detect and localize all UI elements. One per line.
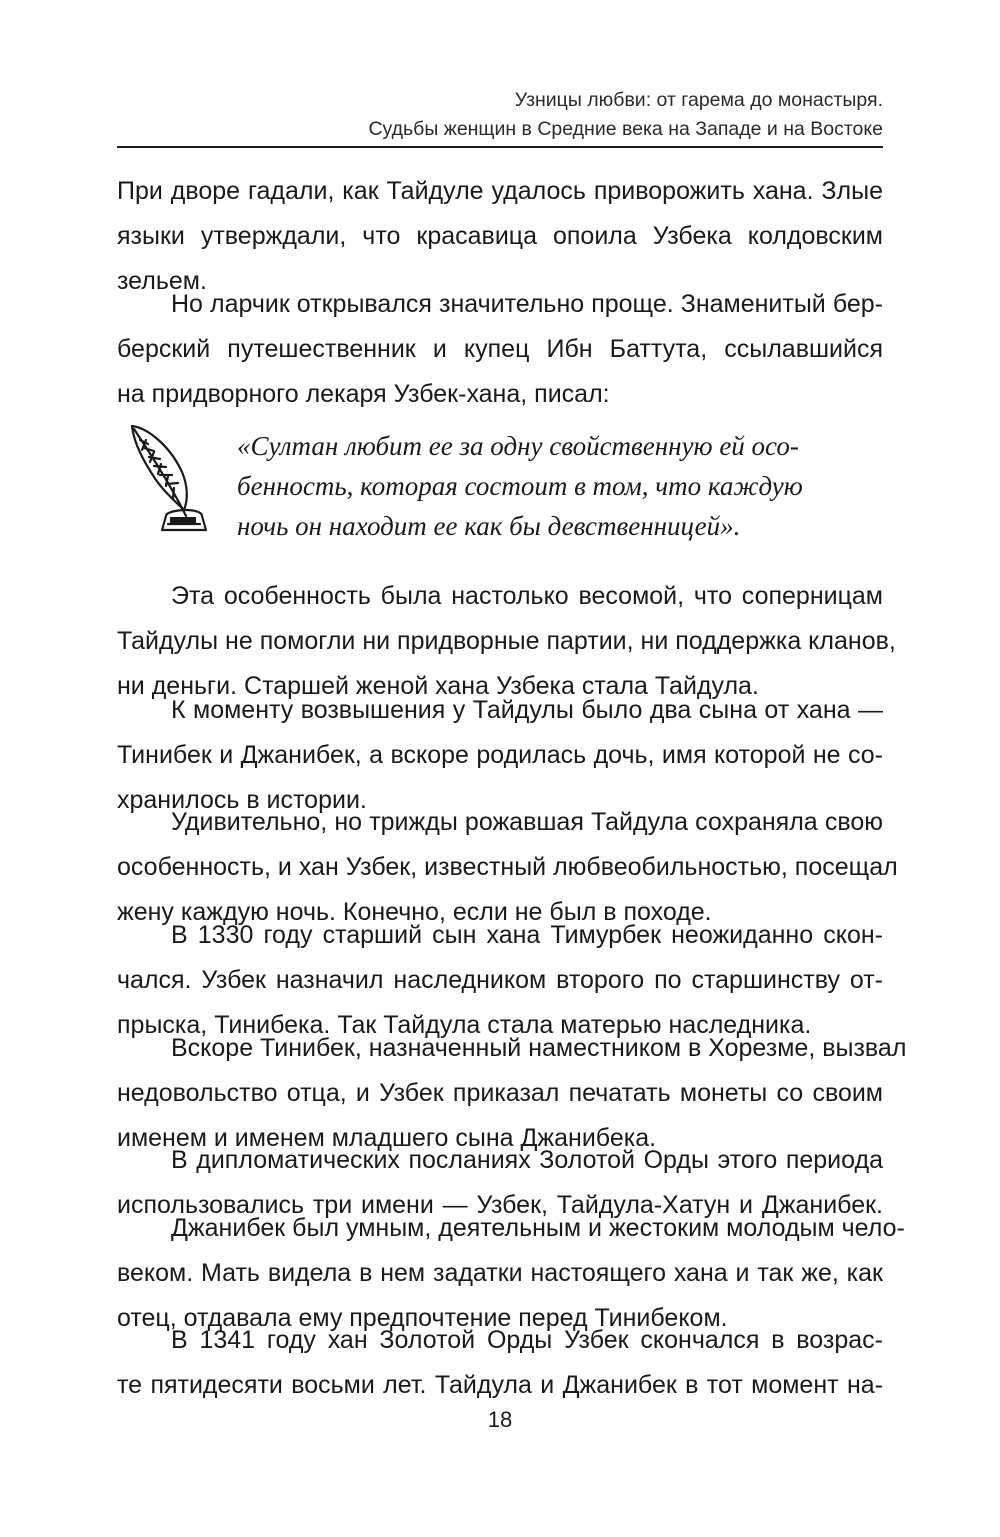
text-line: Тайдулы не помогли ни придворные партии, ни поддержка кланов, (117, 627, 896, 655)
header-divider (117, 146, 883, 148)
quill-inkwell-icon (126, 420, 212, 535)
text-line: недовольство отца, и Узбек приказал печатать монеты со своим (117, 1079, 883, 1107)
running-header-line-1: Узницы любви: от гарема до монастыря. (514, 89, 883, 111)
text-line: особенность, и хан Узбек, известный любвеобильностью, посещал (117, 853, 898, 881)
text-line: Удивительно, но трижды рожавшая Тайдула сохраняла свою (171, 808, 883, 836)
text-line: В 1330 году старший сын хана Тимурбек неожиданно скон- (171, 921, 883, 949)
text-line: зельем. (117, 267, 207, 295)
text-line: отец, отдавала ему предпочтение перед Тинибеком. (117, 1304, 728, 1332)
text-line: языки утверждали, что красавица опоила Узбека колдовским (117, 222, 883, 250)
text-line: хранилось в истории. (117, 786, 367, 814)
text-line: жену каждую ночь. Конечно, если не был в походе. (117, 898, 712, 926)
text-line: При дворе гадали, как Тайдуле удалось приворожить хана. Злые (117, 177, 883, 205)
text-line: К моменту возвышения у Тайдулы было два сына от хана — (171, 696, 883, 724)
running-header (117, 86, 883, 144)
text-line: чался. Узбек назначил наследником второго по старшинству от- (117, 966, 883, 994)
quote-line: «Султан любит ее за одну свойственную ей осо- (237, 431, 799, 461)
text-line: на придворного лекаря Узбек-хана, писал: (117, 380, 610, 408)
text-line: В дипломатических посланиях Золотой Орды этого периода (171, 1146, 883, 1174)
text-line: веком. Мать видела в нем задатки настоящего хана и так же, как (117, 1259, 883, 1287)
text-line: берский путешественник и купец Ибн Баттута, ссылавшийся (117, 335, 883, 363)
running-header-line-2: Судьбы женщин в Средние века на Западе и на Востоке (368, 118, 883, 140)
quote-line: ночь он находит ее как бы девственницей». (237, 511, 741, 541)
text-line: Вскоре Тинибек, назначенный наместником в Хорезме, вызвал (171, 1034, 907, 1062)
text-line: ни деньги. Старшей женой хана Узбека стала Тайдула. (117, 672, 759, 700)
page-number: 18 (487, 1407, 513, 1432)
body-paragraph-2 (117, 282, 883, 417)
text-line: использовались три имени — Узбек, Тайдула-Хатун и Джанибек. (117, 1191, 883, 1219)
text-line: Джанибек был умным, деятельным и жестоким молодым чело- (171, 1214, 905, 1242)
text-line: те пятидесяти восьми лет. Тайдула и Джанибек в тот момент на- (117, 1371, 883, 1399)
text-line: прыска, Тинибека. Так Тайдула стала матерью наследника. (117, 1011, 812, 1039)
text-line: Эта особенность была настолько весомой, что соперницам (171, 582, 883, 610)
text-line: именем и именем младшего сына Джанибека. (117, 1124, 657, 1152)
text-line: Тинибек и Джанибек, а вскоре родилась дочь, имя которой не со- (117, 741, 883, 769)
quotation (237, 426, 883, 546)
quote-line: бенность, которая состоит в том, что каждую (237, 471, 803, 501)
body-paragraph-10 (117, 1318, 883, 1408)
text-line: Но ларчик открывался значительно проще. Знаменитый бер- (171, 290, 883, 318)
text-line: В 1341 году хан Золотой Орды Узбек скончался в возрас- (171, 1326, 883, 1354)
